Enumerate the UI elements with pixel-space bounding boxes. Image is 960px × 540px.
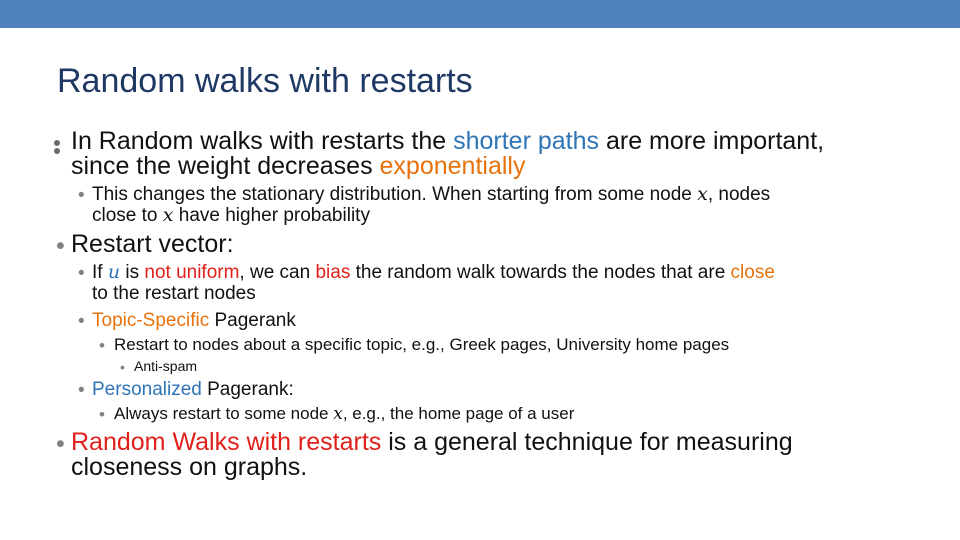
bullet-1-line-1: In Random walks with restarts the shorter paths are more important, (71, 127, 825, 155)
bullet-1-sub-line-2: close to x have higher probability (92, 204, 370, 226)
bullet-marker: • (56, 232, 65, 260)
bullet-1-line-2: since the weight decreases exponentially (71, 152, 526, 180)
bullet-marker: • (78, 380, 85, 401)
bullet-2-sub-2-sub-text: Restart to nodes about a specific topic, e.g., Greek pages, University home pages (114, 335, 730, 354)
bullet-marker: • (99, 405, 105, 424)
bullet-3-line-2: closeness on graphs. (71, 453, 308, 481)
slide-title: Random walks with restarts (57, 62, 473, 100)
bullet-2-sub-2-sub-sub-text: Anti-spam (134, 358, 198, 374)
bullet-marker: • (56, 430, 65, 458)
bullet-marker: • (78, 311, 85, 332)
bullet-marker: • (78, 263, 85, 284)
top-accent-bar (0, 0, 960, 28)
bullet-2-text: Restart vector: (71, 230, 234, 258)
bullet-3-line-1: Random Walks with restarts is a general technique for measuring (71, 428, 793, 456)
bullet-2-sub-1-line-1: If u is not uniform, we can bias the random walk towards the nodes that are close (92, 261, 775, 283)
bullet-marker: • (78, 185, 85, 206)
bullet-dots-icon (52, 139, 62, 155)
bullet-marker: • (99, 336, 105, 355)
bullet-2-sub-3-text: Personalized Pagerank: (92, 379, 294, 400)
bullet-2-sub-3-sub-text: Always restart to some node x, e.g., the home page of a user (114, 404, 575, 424)
bullet-marker: • (120, 359, 125, 375)
bullet-1-sub-line-1: This changes the stationary distribution. When starting from some node x, nodes (92, 183, 771, 205)
bullet-2-sub-2-text: Topic-Specific Pagerank (92, 310, 296, 331)
bullet-2-sub-1-line-2: to the restart nodes (92, 283, 256, 304)
